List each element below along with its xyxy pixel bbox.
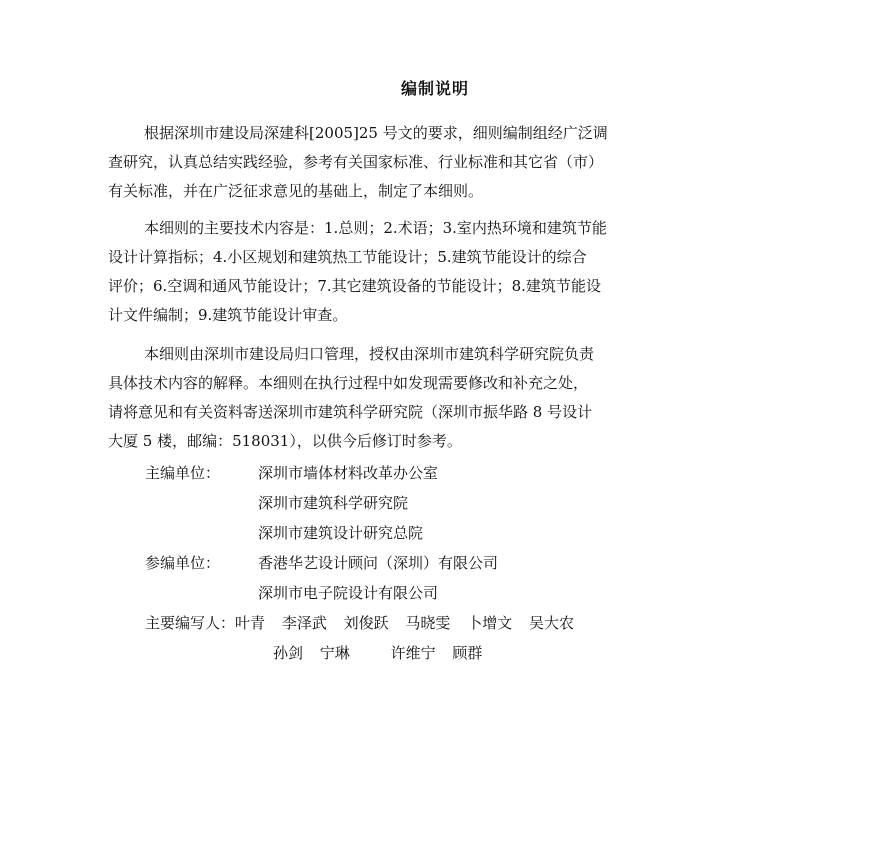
authors-row xyxy=(145,612,586,642)
author-name: 李泽武 xyxy=(281,614,327,632)
paragraph-line: 具体技术内容的解释。本细则在执行过程中如发现需要修改和补充之处， xyxy=(108,374,589,392)
chief-unit: 深圳市建筑科学研究院 xyxy=(258,494,409,512)
participating-units-label: 参编单位： xyxy=(145,554,221,572)
paragraph-line: 请将意见和有关资料寄送深圳市建筑科学研究院（深圳市振华路 8 号设计 xyxy=(108,403,593,421)
paragraph-management xyxy=(108,340,772,456)
author-name: 吴大农 xyxy=(529,614,575,632)
authors-row xyxy=(145,642,586,672)
paragraph-basis xyxy=(108,119,772,206)
paragraph-line: 计文件编制；9.建筑节能设计审查。 xyxy=(108,306,348,324)
author-name: 卜增文 xyxy=(467,614,513,632)
credits-block xyxy=(145,462,586,672)
author-name: 顾群 xyxy=(452,644,483,662)
participating-unit: 香港华艺设计顾问（深圳）有限公司 xyxy=(258,554,499,572)
author-name: 刘俊跃 xyxy=(343,614,389,632)
paragraph-line: 大厦 5 楼，邮编：518031），以供今后修订时参考。 xyxy=(108,432,462,450)
chief-unit-row xyxy=(145,462,586,492)
paragraph-line: 本细则的主要技术内容是：1.总则；2.术语；3.室内热环境和建筑节能 xyxy=(144,219,607,237)
paragraph-line: 设计计算指标；4.小区规划和建筑热工节能设计；5.建筑节能设计的综合 xyxy=(108,248,587,266)
paragraph-line: 查研究，认真总结实践经验，参考有关国家标准、行业标准和其它省（市） xyxy=(108,153,604,171)
paragraph-line: 本细则由深圳市建设局归口管理，授权由深圳市建筑科学研究院负责 xyxy=(144,345,595,363)
authors-label: 主要编写人： xyxy=(145,614,236,632)
chief-unit: 深圳市墙体材料改革办公室 xyxy=(258,464,439,482)
participating-unit: 深圳市电子院设计有限公司 xyxy=(258,584,439,602)
chief-unit-row xyxy=(145,522,586,552)
author-name: 马晓雯 xyxy=(405,614,451,632)
chief-unit: 深圳市建筑设计研究总院 xyxy=(258,524,424,542)
document-title: 编制说明 xyxy=(400,79,469,98)
author-name: 许维宁 xyxy=(390,644,436,662)
chief-units-label: 主编单位： xyxy=(145,464,221,482)
paragraph-line: 根据深圳市建设局深建科[2005]25 号文的要求，细则编制组经广泛调 xyxy=(144,124,608,142)
paragraph-line: 有关标准，并在广泛征求意见的基础上，制定了本细则。 xyxy=(108,182,484,200)
authors-list xyxy=(273,642,494,663)
participating-unit-row xyxy=(145,582,586,612)
participating-unit-row xyxy=(145,552,586,582)
author-name: 孙剑 xyxy=(273,644,304,662)
authors-list xyxy=(235,612,586,633)
chief-unit-row xyxy=(145,492,586,522)
paragraph-contents xyxy=(108,214,772,330)
author-name: 宁琳 xyxy=(319,644,350,662)
paragraph-line: 评价；6.空调和通风节能设计；7.其它建筑设备的节能设计；8.建筑节能设 xyxy=(108,277,601,295)
author-name: 叶青 xyxy=(235,614,266,632)
